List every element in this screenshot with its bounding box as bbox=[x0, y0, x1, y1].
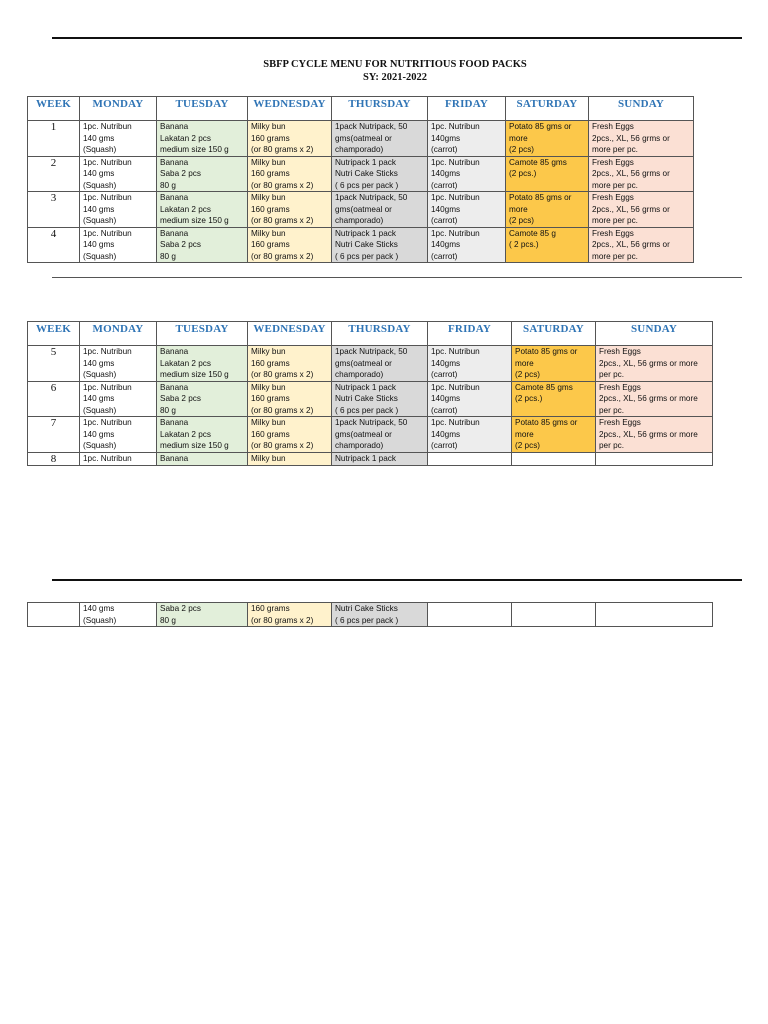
thursday-cell: Nutripack 1 pack bbox=[332, 452, 428, 465]
sunday-cell: Fresh Eggs 2pcs., XL, 56 grms or more per pc. bbox=[596, 417, 713, 453]
header-saturday: SATURDAY bbox=[512, 322, 596, 346]
friday-cell: 1pc. Nutribun 140gms (carrot) bbox=[428, 121, 506, 157]
header-thursday: THURSDAY bbox=[332, 322, 428, 346]
week-cell: 8 bbox=[28, 452, 80, 465]
menu-row bbox=[28, 192, 694, 228]
tuesday-cell: Banana Lakatan 2 pcs medium size 150 g bbox=[157, 346, 248, 382]
header-row bbox=[28, 322, 713, 346]
header-week: WEEK bbox=[28, 97, 80, 121]
saturday-cell: Potato 85 gms or more (2 pcs) bbox=[512, 346, 596, 382]
saturday-cell: Camote 85 gms (2 pcs.) bbox=[512, 381, 596, 417]
monday-cell: 1pc. Nutribun 140 gms (Squash) bbox=[80, 381, 157, 417]
monday-cell: 1pc. Nutribun 140 gms (Squash) bbox=[80, 192, 157, 228]
header-wednesday: WEDNESDAY bbox=[248, 322, 332, 346]
header-thursday: THURSDAY bbox=[332, 97, 428, 121]
thursday-cell: Nutripack 1 pack Nutri Cake Sticks ( 6 pcs per pack ) bbox=[332, 227, 428, 263]
header-tuesday: TUESDAY bbox=[157, 97, 248, 121]
thursday-cell: Nutripack 1 pack Nutri Cake Sticks ( 6 pcs per pack ) bbox=[332, 156, 428, 192]
header-monday: MONDAY bbox=[80, 322, 157, 346]
header-sunday: SUNDAY bbox=[596, 322, 713, 346]
header-tuesday: TUESDAY bbox=[157, 322, 248, 346]
sunday-cell: Fresh Eggs 2pcs., XL, 56 grms or more per pc. bbox=[589, 121, 694, 157]
saturday-cell: Potato 85 gms or more (2 pcs) bbox=[506, 121, 589, 157]
sunday-cell bbox=[596, 603, 713, 627]
monday-cell: 1pc. Nutribun 140 gms (Squash) bbox=[80, 227, 157, 263]
menu-row bbox=[28, 156, 694, 192]
sunday-cell bbox=[596, 452, 713, 465]
friday-cell: 1pc. Nutribun 140gms (carrot) bbox=[428, 417, 512, 453]
header-monday: MONDAY bbox=[80, 97, 157, 121]
menu-row bbox=[28, 452, 713, 465]
saturday-cell bbox=[512, 452, 596, 465]
wednesday-cell: Milky bun 160 grams (or 80 grams x 2) bbox=[248, 156, 332, 192]
saturday-cell: Potato 85 gms or more (2 pcs) bbox=[506, 192, 589, 228]
header-sunday: SUNDAY bbox=[589, 97, 694, 121]
friday-cell: 1pc. Nutribun 140gms (carrot) bbox=[428, 381, 512, 417]
tuesday-cell: Banana Saba 2 pcs 80 g bbox=[157, 381, 248, 417]
saturday-cell: Camote 85 gms (2 pcs.) bbox=[506, 156, 589, 192]
header-week: WEEK bbox=[28, 322, 80, 346]
wednesday-cell: Milky bun 160 grams (or 80 grams x 2) bbox=[248, 417, 332, 453]
wednesday-cell: Milky bun 160 grams (or 80 grams x 2) bbox=[248, 192, 332, 228]
page-break-rule bbox=[52, 579, 742, 581]
thursday-cell: 1pack Nutripack, 50 gms(oatmeal or champorado) bbox=[332, 192, 428, 228]
menu-table-continuation bbox=[27, 602, 713, 627]
wednesday-cell: 160 grams (or 80 grams x 2) bbox=[248, 603, 332, 627]
header-friday: FRIDAY bbox=[428, 322, 512, 346]
monday-cell: 1pc. Nutribun 140 gms (Squash) bbox=[80, 156, 157, 192]
tuesday-cell: Banana Saba 2 pcs 80 g bbox=[157, 156, 248, 192]
menu-table-weeks-1-4 bbox=[27, 96, 694, 263]
thursday-cell: Nutripack 1 pack Nutri Cake Sticks ( 6 pcs per pack ) bbox=[332, 381, 428, 417]
monday-cell: 1pc. Nutribun 140 gms (Squash) bbox=[80, 417, 157, 453]
saturday-cell: Camote 85 g ( 2 pcs.) bbox=[506, 227, 589, 263]
monday-cell: 140 gms (Squash) bbox=[80, 603, 157, 627]
thursday-cell: Nutri Cake Sticks ( 6 pcs per pack ) bbox=[332, 603, 428, 627]
tuesday-cell: Banana Saba 2 pcs 80 g bbox=[157, 227, 248, 263]
week-cell: 3 bbox=[28, 192, 80, 228]
menu-row bbox=[28, 381, 713, 417]
wednesday-cell: Milky bun 160 grams (or 80 grams x 2) bbox=[248, 227, 332, 263]
menu-row bbox=[28, 346, 713, 382]
saturday-cell bbox=[512, 603, 596, 627]
week-cell: 7 bbox=[28, 417, 80, 453]
saturday-cell: Potato 85 gms or more (2 pcs) bbox=[512, 417, 596, 453]
tuesday-cell: Banana Lakatan 2 pcs medium size 150 g bbox=[157, 192, 248, 228]
menu-row bbox=[28, 417, 713, 453]
sunday-cell: Fresh Eggs 2pcs., XL, 56 grms or more per pc. bbox=[589, 192, 694, 228]
sunday-cell: Fresh Eggs 2pcs., XL, 56 grms or more per pc. bbox=[589, 227, 694, 263]
menu-row bbox=[28, 227, 694, 263]
week-cell: 2 bbox=[28, 156, 80, 192]
thursday-cell: 1pack Nutripack, 50 gms(oatmeal or champorado) bbox=[332, 346, 428, 382]
week-cell: 4 bbox=[28, 227, 80, 263]
menu-row bbox=[28, 121, 694, 157]
header-friday: FRIDAY bbox=[428, 97, 506, 121]
wednesday-cell: Milky bun 160 grams (or 80 grams x 2) bbox=[248, 346, 332, 382]
tuesday-cell: Saba 2 pcs 80 g bbox=[157, 603, 248, 627]
header-row bbox=[28, 97, 694, 121]
friday-cell bbox=[428, 452, 512, 465]
week-cell: 6 bbox=[28, 381, 80, 417]
wednesday-cell: Milky bun 160 grams (or 80 grams x 2) bbox=[248, 381, 332, 417]
tuesday-cell: Banana Lakatan 2 pcs medium size 150 g bbox=[157, 417, 248, 453]
friday-cell bbox=[428, 603, 512, 627]
friday-cell: 1pc. Nutribun 140gms (carrot) bbox=[428, 156, 506, 192]
wednesday-cell: Milky bun bbox=[248, 452, 332, 465]
top-rule bbox=[52, 37, 742, 39]
header-wednesday: WEDNESDAY bbox=[248, 97, 332, 121]
school-year: SY: 2021-2022 bbox=[362, 72, 428, 83]
sunday-cell: Fresh Eggs 2pcs., XL, 56 grms or more per pc. bbox=[596, 381, 713, 417]
friday-cell: 1pc. Nutribun 140gms (carrot) bbox=[428, 192, 506, 228]
thursday-cell: 1pack Nutripack, 50 gms(oatmeal or champorado) bbox=[332, 121, 428, 157]
document-title: SBFP CYCLE MENU FOR NUTRITIOUS FOOD PACKS bbox=[263, 59, 527, 70]
week-cell: 5 bbox=[28, 346, 80, 382]
friday-cell: 1pc. Nutribun 140gms (carrot) bbox=[428, 227, 506, 263]
section-rule bbox=[52, 277, 742, 278]
menu-table-weeks-5-8 bbox=[27, 321, 713, 466]
monday-cell: 1pc. Nutribun 140 gms (Squash) bbox=[80, 346, 157, 382]
thursday-cell: 1pack Nutripack, 50 gms(oatmeal or champorado) bbox=[332, 417, 428, 453]
monday-cell: 1pc. Nutribun bbox=[80, 452, 157, 465]
header-saturday: SATURDAY bbox=[506, 97, 589, 121]
menu-row bbox=[28, 603, 713, 627]
sunday-cell: Fresh Eggs 2pcs., XL, 56 grms or more per pc. bbox=[589, 156, 694, 192]
tuesday-cell: Banana Lakatan 2 pcs medium size 150 g bbox=[157, 121, 248, 157]
sunday-cell: Fresh Eggs 2pcs., XL, 56 grms or more per pc. bbox=[596, 346, 713, 382]
friday-cell: 1pc. Nutribun 140gms (carrot) bbox=[428, 346, 512, 382]
wednesday-cell: Milky bun 160 grams (or 80 grams x 2) bbox=[248, 121, 332, 157]
week-cell: 1 bbox=[28, 121, 80, 157]
monday-cell: 1pc. Nutribun 140 gms (Squash) bbox=[80, 121, 157, 157]
week-cell bbox=[28, 603, 80, 627]
tuesday-cell: Banana bbox=[157, 452, 248, 465]
